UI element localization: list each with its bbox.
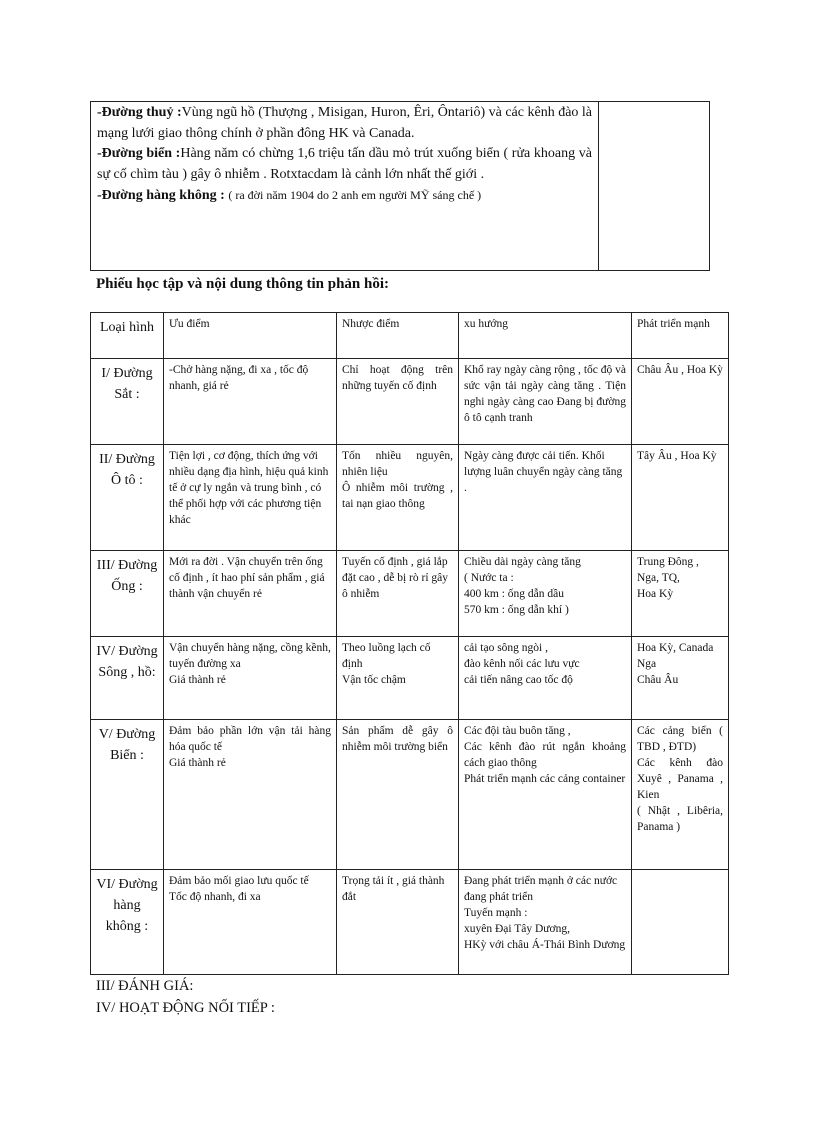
advantages-cell: -Chở hàng nặng, đi xa , tốc độ nhanh, giá rẻ: [164, 359, 337, 445]
worksheet-heading: Phiếu học tập và nội dung thông tin phản hồi:: [96, 276, 390, 292]
table-row: [91, 870, 729, 975]
development-cell: [632, 870, 729, 975]
top-content-cell: [91, 102, 599, 270]
air-label: -Đường hàng không: [97, 188, 217, 203]
development-cell: Hoa Kỳ, Canada Nga Châu Âu: [632, 637, 729, 720]
waterway-paragraph: [97, 103, 592, 144]
advantages-cell: Vận chuyển hàng nặng, cồng kềnh, tuyến đường xa Giá thành rẻ: [164, 637, 337, 720]
air-separator: :: [216, 188, 229, 203]
development-cell: Tây Âu , Hoa Kỳ: [632, 445, 729, 551]
table-row: [91, 359, 729, 445]
evaluation-heading: III/ ĐÁNH GIÁ:: [96, 978, 194, 994]
table-row: [91, 445, 729, 551]
sea-paragraph: [97, 144, 592, 185]
row-label: I/ Đường Sắt :: [91, 359, 164, 445]
waterway-label: -Đường thuỷ :: [97, 105, 182, 120]
row-label: VI/ Đường hàng không :: [91, 870, 164, 975]
disadvantages-cell: Trọng tải ít , giá thành đắt: [337, 870, 459, 975]
row-label: V/ Đường Biển :: [91, 720, 164, 870]
followup-heading: IV/ HOẠT ĐỘNG NỐI TIẾP :: [96, 1000, 275, 1016]
trend-cell: cải tạo sông ngòi , đào kênh nối các lưu vực cải tiến nâng cao tốc độ: [459, 637, 632, 720]
waterway-text: Vùng ngũ hồ (Thượng , Misigan, Huron, Êri, Ôntariô) và các kênh đào là mạng lưới giao thông chính ở phần đông HK và Canada.: [97, 105, 593, 141]
header-disadvantages: Nhược điểm: [337, 313, 459, 359]
row-label: III/ Đường Ống :: [91, 551, 164, 637]
header-type: Loại hình: [91, 313, 164, 359]
development-cell: Châu Âu , Hoa Kỳ: [632, 359, 729, 445]
disadvantages-cell: Chỉ hoạt động trên những tuyến cố định: [337, 359, 459, 445]
trend-cell: Đang phát triển mạnh ở các nước đang phát triển Tuyến mạnh : xuyên Đại Tây Dương, HKỳ với châu Á-Thái Bình Dương: [459, 870, 632, 975]
advantages-cell: Tiện lợi , cơ động, thích ứng với nhiều dạng địa hình, hiệu quả kinh tế ở cự ly ngắn và trung bình , có thể phối hợp với các phương tiện khác: [164, 445, 337, 551]
advantages-cell: Mới ra đời . Vận chuyển trên ống cố định , ít hao phí sản phẩm , giá thành vận chuyển rẻ: [164, 551, 337, 637]
disadvantages-cell: Theo luồng lạch cố định Vận tốc chậm: [337, 637, 459, 720]
table-header-row: [91, 313, 729, 359]
header-advantages: Ưu điểm: [164, 313, 337, 359]
sea-text: Hàng năm có chừng 1,6 triệu tấn dầu mỏ trút xuống biển ( rửa khoang và sự cố chìm tàu ) gây ô nhiễm . Rotxtacdam là cảnh lớn nhất thế giới .: [97, 146, 592, 182]
air-paragraph: [97, 185, 592, 207]
trend-cell: Ngày càng được cải tiến. Khối lượng luân chuyển ngày càng tăng .: [459, 445, 632, 551]
disadvantages-cell: Tuyến cố định , giá lắp đặt cao , dễ bị rò rỉ gây ô nhiễm: [337, 551, 459, 637]
table-row: [91, 551, 729, 637]
table-row: [91, 720, 729, 870]
header-development: Phát triển mạnh: [632, 313, 729, 359]
development-cell: Trung Đông , Nga, TQ, Hoa Kỳ: [632, 551, 729, 637]
disadvantages-cell: Tốn nhiều nguyên, nhiên liệu Ô nhiễm môi trường , tai nạn giao thông: [337, 445, 459, 551]
trend-cell: Các đội tàu buôn tăng , Các kênh đào rút ngắn khoảng cách giao thông Phát triển mạnh các cảng container: [459, 720, 632, 870]
transport-table: [90, 312, 729, 975]
row-label: IV/ Đường Sông , hồ:: [91, 637, 164, 720]
row-label: II/ Đường Ô tô :: [91, 445, 164, 551]
top-continuation-table: [90, 101, 710, 271]
development-cell: Các cảng biển ( TBD , ĐTD) Các kênh đào Xuyê , Panama , Kien ( Nhật , Libêria, Panama ): [632, 720, 729, 870]
sea-label: -Đường biển :: [97, 146, 181, 161]
advantages-cell: Đảm bảo mối giao lưu quốc tế Tốc độ nhanh, đi xa: [164, 870, 337, 975]
advantages-cell: Đảm bảo phần lớn vận tải hàng hóa quốc tế Giá thành rẻ: [164, 720, 337, 870]
trend-cell: Khổ ray ngày càng rộng , tốc độ và sức vận tải ngày càng tăng . Tiện nghi ngày càng cao Đang bị đường ô tô cạnh tranh: [459, 359, 632, 445]
air-text: ( ra đời năm 1904 do 2 anh em người MỸ sáng chế ): [228, 188, 482, 202]
table-row: [91, 637, 729, 720]
header-trend: xu hướng: [459, 313, 632, 359]
trend-cell: Chiều dài ngày càng tăng ( Nước ta : 400 km : ống dẫn dầu 570 km : ống dẫn khí ): [459, 551, 632, 637]
top-empty-cell: [599, 102, 709, 270]
disadvantages-cell: Sản phẩm dễ gây ô nhiễm môi trường biển: [337, 720, 459, 870]
